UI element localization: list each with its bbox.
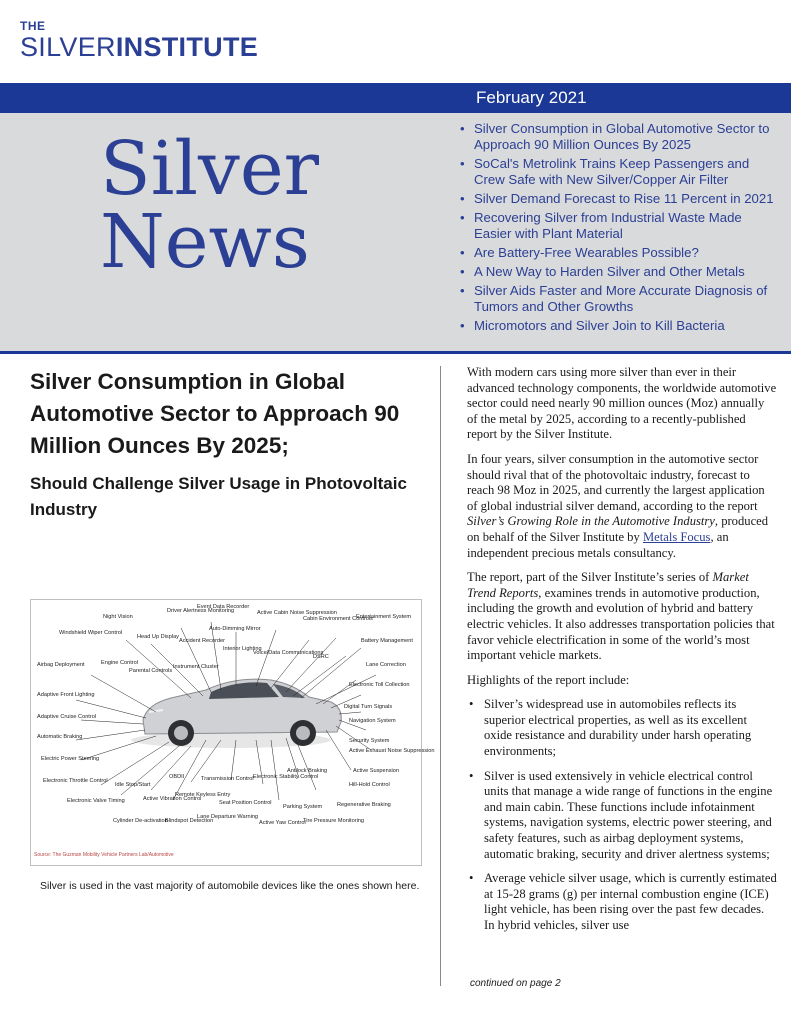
diagram-label: Electric Power Steering [41, 756, 100, 762]
diagram-label: Voice/Data Communications [253, 650, 324, 656]
diagram-label: Blindspot Detection [165, 818, 214, 824]
diagram-label: Adaptive Front Lighting [37, 692, 95, 698]
diagram-label: Instrument Cluster [173, 664, 219, 670]
paragraph-text: The report, part of the Silver Institute’s series of [467, 570, 713, 585]
diagram-label: Seat Position Control [219, 800, 272, 806]
toc-item[interactable] [460, 245, 782, 261]
car-illustration [131, 679, 341, 748]
automotive-silver-diagram [30, 599, 435, 866]
figure-source: Source: The Guzman Mobility Vehicle Partners Lab/Automotive [34, 852, 174, 858]
list-item [467, 697, 777, 759]
toc-item[interactable] [460, 318, 782, 334]
diagram-label: Parking System [283, 804, 323, 810]
list-item-text: Average vehicle silver usage, which is currently estimated at 15-28 grams (g) per internal combustion engine (ICE) light vehicle, has been rising over the past few decades. In hybrid vehicles, silver use [484, 871, 777, 932]
highlights-intro: Highlights of the report include: [467, 672, 630, 687]
toc-item[interactable] [460, 210, 782, 242]
list-item-text: Silver is used extensively in vehicle electrical control units that manage a wide range of functions in the engine and main cabin. These functions include infotainment systems, navigation systems, electric power steering, and safety features, such as airbag deployment systems, automatic braking, security and driver alertness systems; [484, 768, 773, 861]
column-divider [440, 366, 441, 986]
diagram-label: Windshield Wiper Control [59, 630, 123, 636]
diagram-label: Lane Departure Warning [197, 814, 259, 820]
bullet-icon: • [460, 264, 465, 279]
masthead-rule [0, 351, 791, 354]
diagram-label: OBDII [169, 774, 185, 780]
paragraph [467, 570, 777, 664]
diagram-label: Automatic Braking [37, 734, 83, 740]
diagram-label: Tire Pressure Monitoring [303, 818, 365, 824]
diagram-label: Electronic Valve Timing [67, 798, 125, 804]
paragraph: With modern cars using more silver than ever in their advanced technology components, the worldwide automotive sector could need nearly 90 million ounces (Moz) annually of the metal by 2025, according to a recently-published report by the Silver Institute. [467, 365, 777, 442]
toc-item-text: Silver Demand Forecast to Rise 11 Percent in 2021 [474, 191, 774, 206]
bullet-icon: • [460, 121, 465, 136]
toc-item-text: SoCal's Metrolink Trains Keep Passengers and Crew Safe with New Silver/Copper Air Filter [474, 156, 750, 187]
diagram-label: Airbag Deployment [37, 662, 85, 668]
bullet-icon: • [469, 697, 474, 712]
article-headline: Silver Consumption in Global Automotive Sector to Approach 90 Million Ounces By 2025; [30, 369, 400, 458]
article-body [467, 365, 777, 943]
diagram-label: Regenerative Braking [337, 802, 391, 808]
diagram-label: Electronic Stability Control [253, 774, 319, 780]
diagram-label: Driver Alertness Monitoring [167, 608, 235, 614]
list-item-text: Silver’s widespread use in automobiles reflects its superior electrical properties, as well as its excellent oxide resistance and durability under harsh operating environments; [484, 697, 752, 759]
diagram-label: Remote Keyless Entry [175, 792, 231, 798]
diagram-label: Navigation System [349, 718, 396, 724]
toc-item-text: Silver Consumption in Global Automotive Sector to Approach 90 Million Ounces By 2025 [474, 121, 770, 152]
diagram-label: Security System [349, 738, 390, 744]
diagram-label: Engine Control [101, 660, 139, 666]
logo-wordmark [20, 32, 258, 62]
table-of-contents [460, 121, 782, 337]
report-title: Silver’s Growing Role in the Automotive Industry [467, 514, 715, 529]
bullet-icon: • [460, 245, 465, 260]
figure-caption: Silver is used in the vast majority of automobile devices like the ones shown here. [40, 880, 420, 892]
title-silver: Silver [100, 126, 320, 212]
logo-the: THE [20, 19, 46, 33]
paragraph-text: , produced on behalf of the Silver Institute by [467, 514, 769, 544]
list-item [467, 871, 777, 933]
diagram-label: Idle Stop/Start [115, 782, 151, 788]
diagram-label: Battery Management [361, 638, 413, 644]
series-title: Market Trend Reports [467, 570, 749, 600]
diagram-label: Head Up Display [137, 634, 179, 640]
logo-silver: SILVER [20, 32, 116, 62]
diagram-label: Auto-Dimming Mirror [209, 626, 261, 632]
diagram-label: Antilock Braking [287, 768, 328, 774]
bullet-icon: • [460, 283, 465, 298]
toc-item-text: Silver Aids Faster and More Accurate Diagnosis of Tumors and Other Growths [474, 283, 768, 314]
bullet-icon: • [469, 768, 474, 783]
paragraph-text: In four years, silver consumption in the automotive sector should rival that of the photovoltaic industry, forecast to reach 98 Moz in 2025, and currently the largest application of global industrial silver demand, according to the report [467, 451, 765, 513]
toc-item-text: Recovering Silver from Industrial Waste Made Easier with Plant Material [474, 210, 742, 241]
toc-item-text: A New Way to Harden Silver and Other Metals [474, 264, 745, 279]
car-diagram-svg [31, 600, 435, 865]
diagram-label: Active Suspension [353, 768, 400, 774]
toc-item[interactable] [460, 191, 782, 207]
toc-item[interactable] [460, 264, 782, 280]
paragraph [467, 452, 777, 561]
diagram-label: Electronic Throttle Control [43, 778, 108, 784]
diagram-label: Active Yaw Control [259, 820, 306, 826]
paragraph-text: , examines trends in automotive production, including the growth and evolution of hybrid and battery electric vehicles. It also addresses transportation policies that favor vehicle electrification in some of the world’s most important vehicle markets. [467, 585, 775, 663]
bullet-icon: • [469, 871, 474, 886]
bullet-icon: • [460, 191, 465, 206]
diagram-label: Entertainment System [356, 614, 412, 620]
diagram-label: Parental Controls [129, 668, 173, 674]
date-bar [0, 83, 791, 113]
diagram-label: Transmission Control [201, 776, 254, 782]
diagram-label: Active Vibration Control [143, 796, 202, 802]
paragraph-text: , an independent precious metals consultancy. [467, 529, 729, 560]
diagram-label: Electronic Toll Collection [349, 682, 410, 688]
diagram-label: Interior Lighting [223, 646, 262, 652]
continued-note[interactable]: continued on page 2 [470, 978, 561, 989]
diagram-label: Lane Correction [366, 662, 406, 668]
diagram-label: Night Vision [103, 614, 133, 620]
title-news: News [100, 199, 310, 285]
highlights-list [467, 697, 777, 933]
diagram-label: Active Exhaust Noise Suppression [349, 748, 435, 754]
newsletter-title [100, 126, 320, 285]
diagram-label: Cylinder De-activation [113, 818, 168, 824]
metals-focus-link[interactable]: Metals Focus [642, 529, 711, 544]
diagram-label: Hill-Hold Control [349, 782, 390, 788]
toc-item-text: Are Battery-Free Wearables Possible? [474, 245, 699, 260]
toc-item[interactable] [460, 156, 782, 188]
bullet-icon: • [460, 318, 465, 333]
diagram-label: DSRC [313, 654, 329, 660]
toc-item[interactable] [460, 283, 782, 315]
bullet-icon: • [460, 156, 465, 171]
diagram-label: Digital Turn Signals [344, 704, 393, 710]
toc-item[interactable] [460, 121, 782, 153]
silver-institute-logo [20, 20, 258, 62]
bullet-icon: • [460, 210, 465, 225]
diagram-label: Cabin Environment Controls [303, 616, 373, 622]
article-subhead: Should Challenge Silver Usage in Photovoltaic Industry [30, 474, 407, 519]
diagram-label: Event Data Recorder [197, 604, 250, 610]
diagram-label: Accident Recorder [179, 638, 226, 644]
diagram-label: Active Cabin Noise Suppression [257, 610, 337, 616]
issue-date: February 2021 [476, 88, 587, 107]
toc-item-text: Micromotors and Silver Join to Kill Bacteria [474, 318, 725, 333]
diagram-label: Adaptive Cruise Control [37, 714, 97, 720]
list-item [467, 769, 777, 863]
logo-institute: INSTITUTE [115, 32, 259, 62]
